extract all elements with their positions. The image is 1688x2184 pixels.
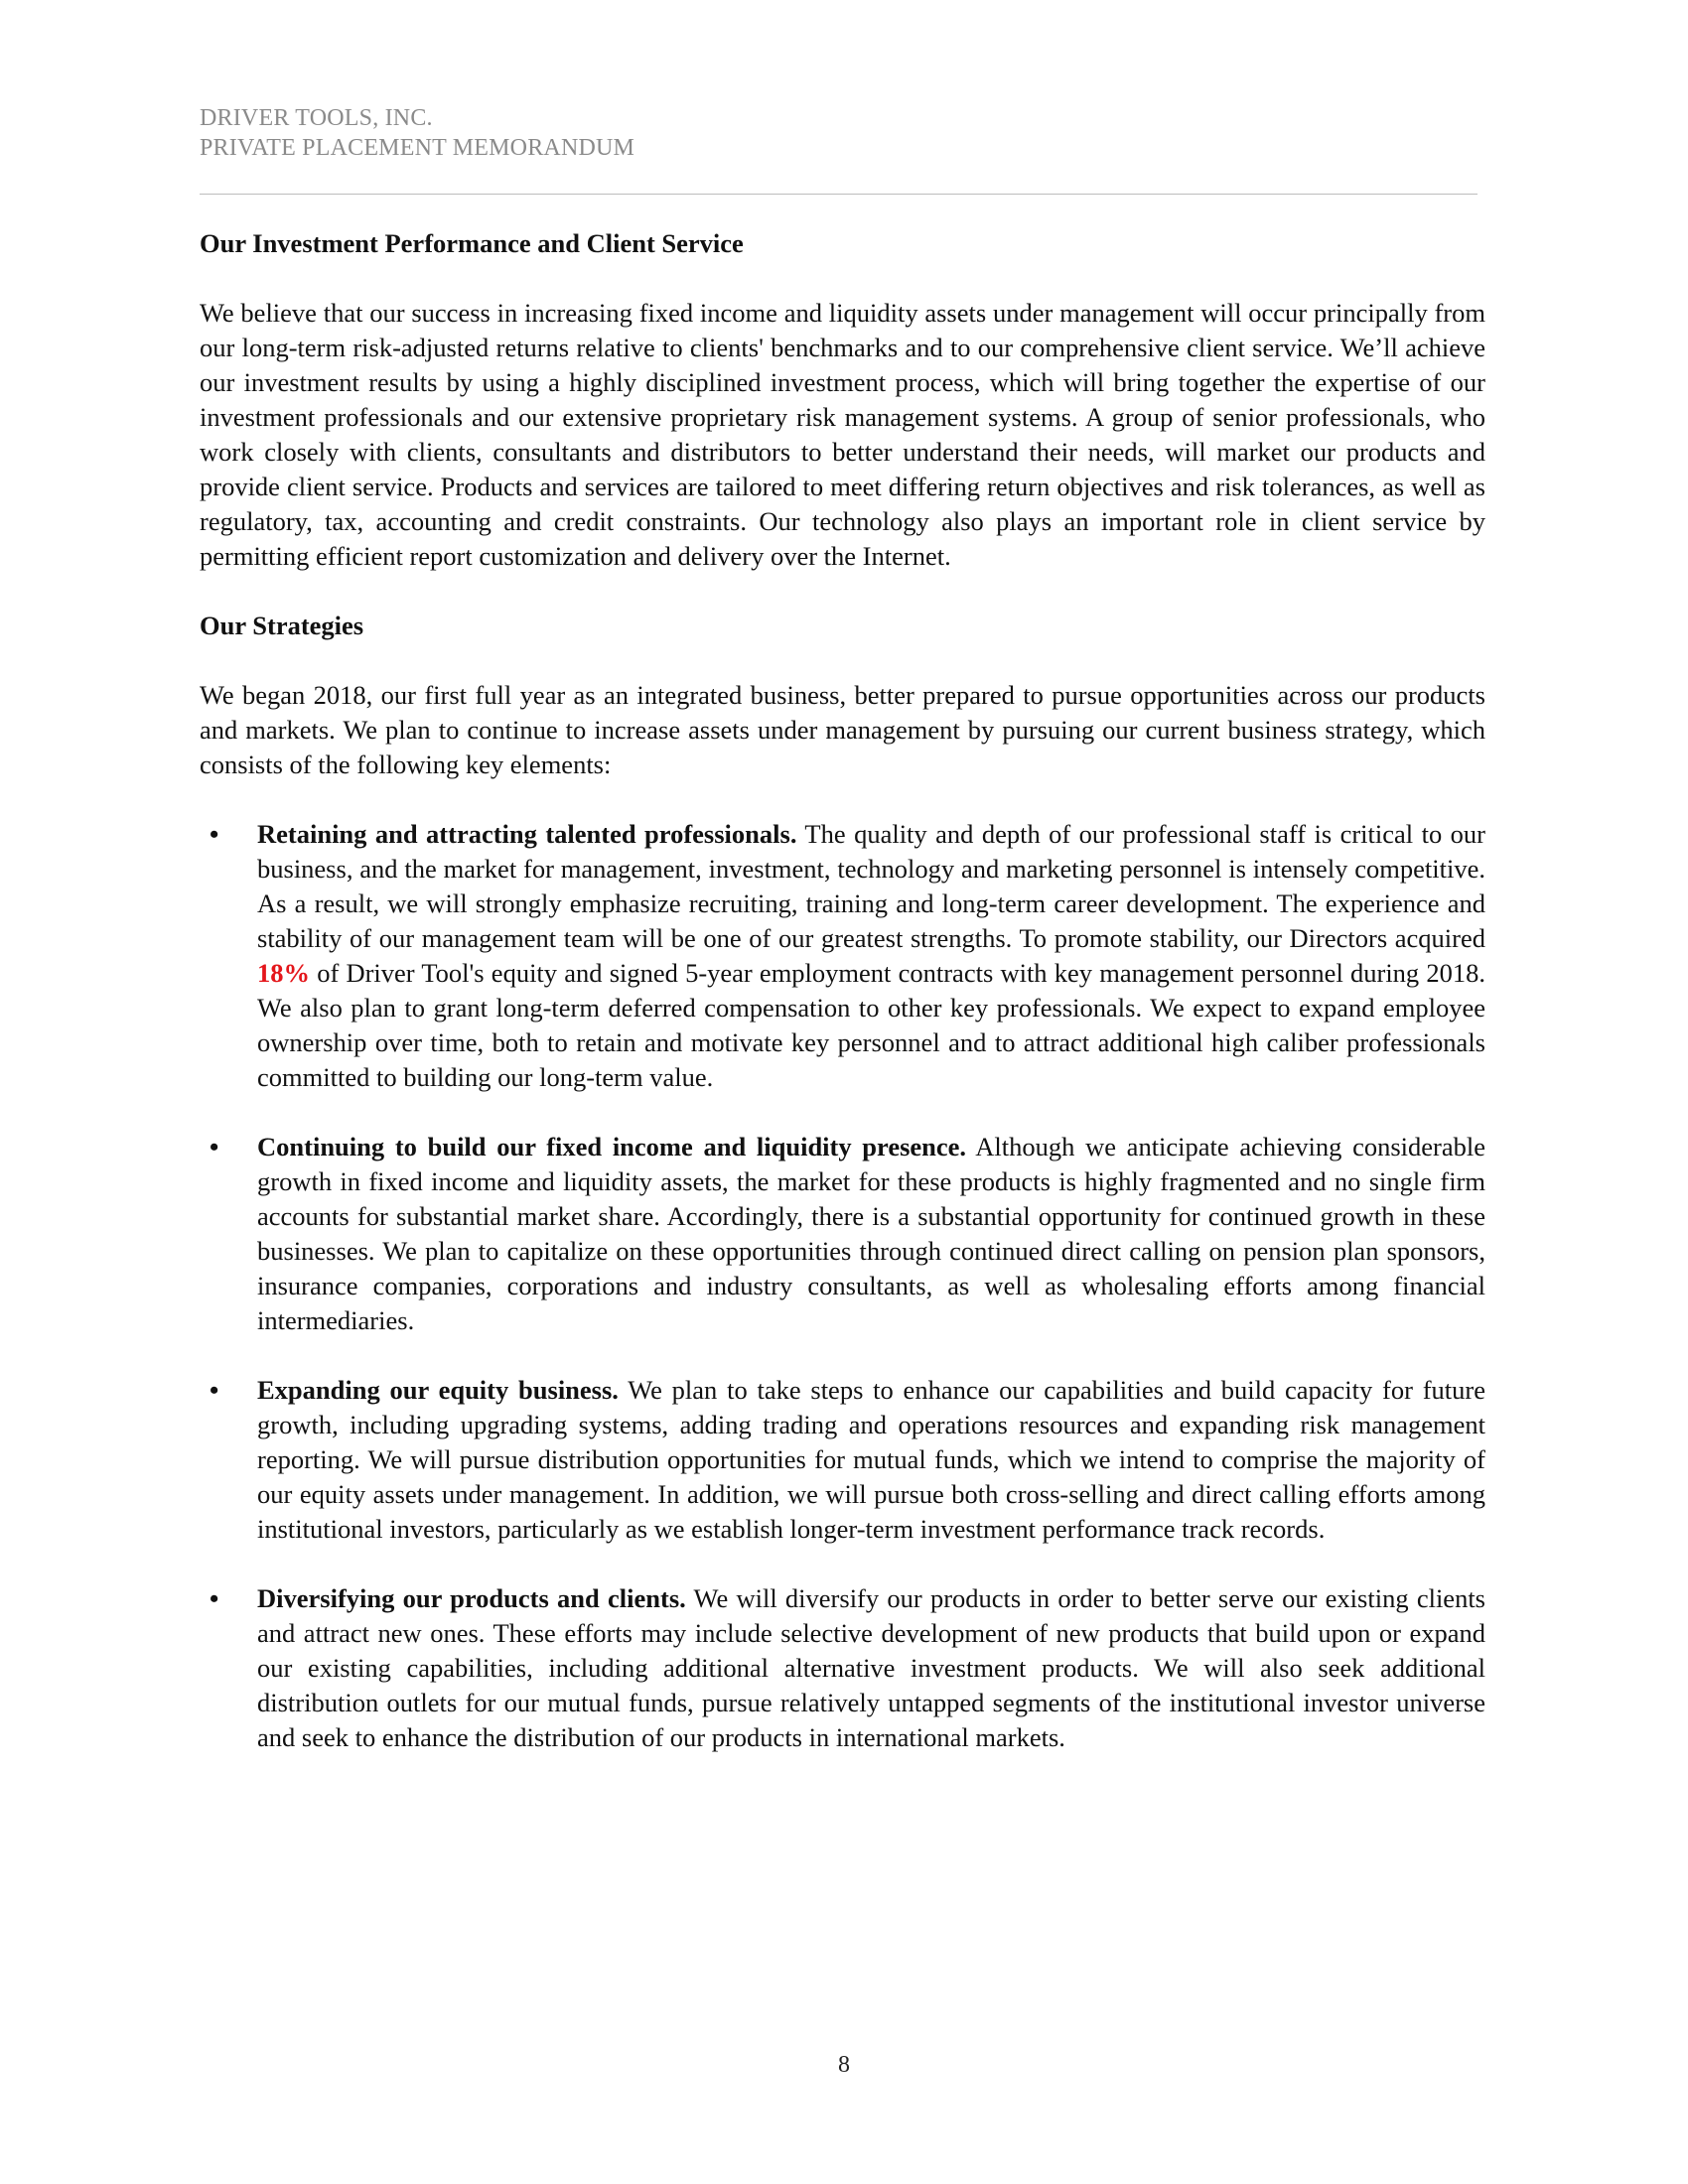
strategies-intro-paragraph: We began 2018, our first full year as an integrated business, better prepared to pursue opportunities across our products and markets. We plan to continue to increase assets under management by pursuing our current business strategy, which consists of the following key elements: (200, 680, 1485, 779)
bullet-icon: • (210, 1583, 219, 1613)
strategy-item-talent (200, 817, 1485, 1095)
strategy-lead: Continuing to build our fixed income and liquidity presence. (257, 1132, 967, 1161)
page-body (200, 226, 1485, 1790)
strategies-list (200, 817, 1485, 1755)
running-header (200, 103, 634, 163)
header-company-name: DRIVER TOOLS, INC. (200, 105, 433, 131)
strategy-text: The quality and depth of our professional staff is critical to our business, and the market for management, investment, technology and marketing personnel is intensely competitive. As a result, we will strongly emphasize recruiting, training and long-term career development. The experience and stability of our management team will be one of our greatest strengths. To promote stability, our Directors acquired (257, 819, 1485, 953)
strategy-item-equity (200, 1373, 1485, 1547)
strategy-text: We plan to take steps to enhance our capabilities and build capacity for future growth, including upgrading systems, adding trading and operations resources and expanding risk management reporting. We will pursue distribution opportunities for mutual funds, which we intend to comprise the majority of our equity assets under management. In addition, we will pursue both cross-selling and direct calling efforts among institutional investors, particularly as we establish longer-term investment performance track records. (257, 1375, 1486, 1544)
strategy-text-continued: of Driver Tool's equity and signed 5-year employment contracts with key management personnel during 2018. We also plan to grant long-term deferred compensation to other key professionals. We expect to expand employee ownership over time, both to retain and motivate key personnel and to attract additional high caliber professionals committed to building our long-term value. (257, 958, 1485, 1092)
section-title-strategies: Our Strategies (200, 611, 364, 640)
equity-percentage-highlight: 18% (257, 958, 310, 988)
section-title-performance: Our Investment Performance and Client Service (200, 228, 744, 258)
page-number: 8 (838, 2052, 850, 2078)
performance-paragraph: We believe that our success in increasing fixed income and liquidity assets under management will occur principally from our long-term risk-adjusted returns relative to clients' benchmarks and to our comprehensive client service. We’ll achieve our investment results by using a highly disciplined investment process, which will bring together the expertise of our investment professionals and our extensive proprietary risk management systems. A group of senior professionals, who work closely with clients, consultants and distributors to better understand their needs, will market our products and provide client service. Products and services are tailored to meet differing return objectives and risk tolerances, as well as regulatory, tax, accounting and credit constraints. Our technology also plays an important role in client service by permitting efficient report customization and delivery over the Internet. (200, 298, 1485, 571)
bullet-icon: • (210, 1375, 219, 1405)
strategy-lead: Retaining and attracting talented professionals. (257, 819, 797, 849)
header-document-title: PRIVATE PLACEMENT MEMORANDUM (200, 135, 635, 161)
strategy-item-diversifying (200, 1581, 1485, 1755)
strategy-text: We will diversify our products in order to better serve our existing clients and attract new ones. These efforts may include selective development of new products that build upon or expand our existing capabilities, including additional alternative investment products. We will also seek additional distribution outlets for our mutual funds, pursue relatively untapped segments of the institutional investor universe and seek to enhance the distribution of our products in international markets. (257, 1583, 1485, 1752)
bullet-icon: • (210, 1132, 219, 1161)
bullet-icon: • (210, 819, 219, 849)
strategy-text: Although we anticipate achieving considerable growth in fixed income and liquidity assets, the market for these products is highly fragmented and no single firm accounts for substantial market share. Accordingly, there is a substantial opportunity for continued growth in these businesses. We plan to capitalize on these opportunities through continued direct calling on pension plan sponsors, insurance companies, corporations and industry consultants, as well as wholesaling efforts among financial intermediaries. (257, 1132, 1485, 1335)
strategy-lead: Diversifying our products and clients. (257, 1583, 686, 1613)
strategy-lead: Expanding our equity business. (257, 1375, 619, 1405)
strategy-item-fixed-income (200, 1130, 1485, 1338)
header-divider (200, 194, 1477, 195)
